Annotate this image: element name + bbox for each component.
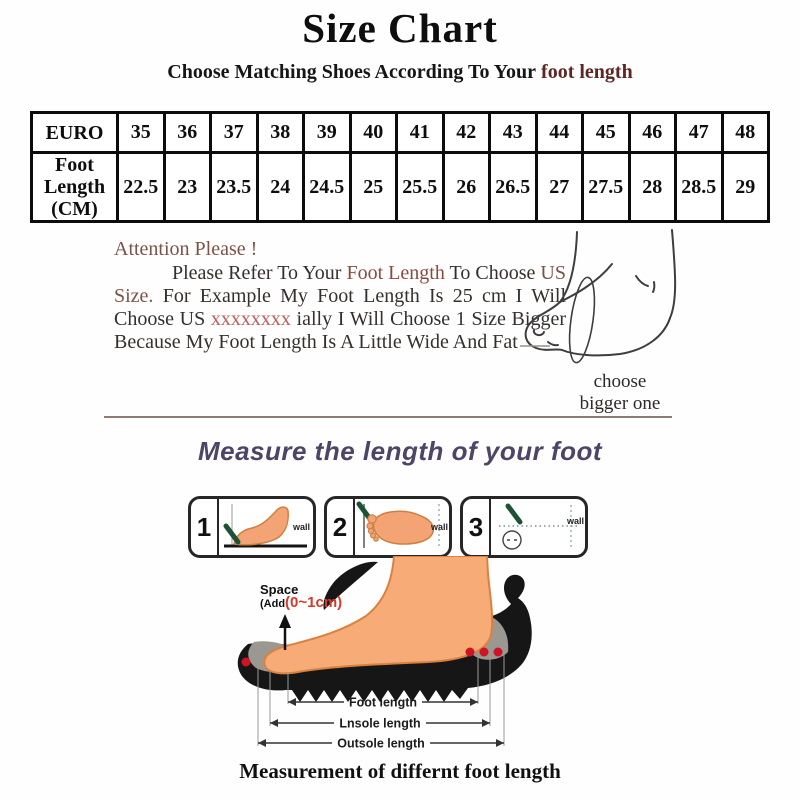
foot-length-cell: 26.5 (490, 153, 537, 222)
space-label (260, 583, 342, 611)
wall-label: wall (292, 522, 310, 532)
euro-size-cell: 45 (583, 113, 630, 153)
arrowhead (496, 739, 504, 747)
step-art-1 (219, 499, 313, 555)
outsole-length-label: Outsole length (337, 736, 425, 751)
step-panel-2 (324, 496, 452, 558)
arrowhead (270, 719, 278, 727)
attention-seg-a: Please Refer To Your (172, 262, 347, 284)
arrowhead (470, 698, 478, 706)
subtitle-text: Choose Matching Shoes According To Your (167, 61, 537, 83)
foot-outline (526, 230, 676, 355)
measurement-steps (188, 496, 588, 558)
foot-length-cell: 23 (164, 153, 211, 222)
euro-row-header: EURO (32, 113, 118, 153)
measure-heading: Measure the length of your foot (197, 436, 603, 466)
foot-length-cell: 27.5 (583, 153, 630, 222)
foot-length-cell: 29 (722, 153, 769, 222)
attention-seg-g: ially I Will Choose 1 Size Bigger Because My Foot Length Is A Little Wide And Fat (114, 308, 566, 353)
euro-size-cell: 39 (304, 113, 351, 153)
attention-seg-us-size: US Size. (114, 262, 566, 307)
euro-size-cell: 40 (350, 113, 397, 153)
step-number: 1 (191, 499, 219, 555)
foot-length-cell: 24.5 (304, 153, 351, 222)
attention-seg-c: To Choose (444, 262, 541, 284)
foot-length-cell: 24 (257, 153, 304, 222)
step1-drawing (219, 499, 313, 555)
euro-size-cell: 44 (536, 113, 583, 153)
foot-length-cell: 28 (629, 153, 676, 222)
euro-size-cell: 41 (397, 113, 444, 153)
euro-size-cell: 42 (443, 113, 490, 153)
euro-size-cell: 36 (164, 113, 211, 153)
space-add-text: (Add (260, 598, 286, 610)
subtitle-highlight: foot length (541, 61, 633, 83)
step-art-3 (491, 499, 585, 555)
foot-length-cell: 27 (536, 153, 583, 222)
size-table-length-row (32, 153, 769, 222)
space-word: Space (260, 582, 299, 597)
page-title: Size Chart (302, 5, 498, 51)
step-number: 2 (327, 499, 355, 555)
bottom-caption: Measurement of differnt foot length (239, 759, 561, 783)
step-panel-1 (188, 496, 316, 558)
size-table-euro-row (32, 113, 769, 153)
foot-length-cell: 25.5 (397, 153, 444, 222)
attention-block (114, 238, 566, 354)
euro-size-cell: 37 (211, 113, 258, 153)
step-panel-3 (460, 496, 588, 558)
length-row-header: Foot Length (CM) (32, 153, 118, 222)
step-number: 3 (463, 499, 491, 555)
foot-length-cell: 22.5 (118, 153, 165, 222)
insole-length-label: Lnsole length (339, 716, 421, 731)
subtitle (0, 61, 800, 84)
arrowhead (258, 739, 266, 747)
attention-heading: Attention Please ! (114, 238, 258, 260)
foot-length-cell: 23.5 (211, 153, 258, 222)
attention-seg-redacted: xxxxxxxx (210, 308, 291, 330)
choose-bigger-note (552, 371, 688, 415)
euro-size-cell: 43 (490, 113, 537, 153)
choose-bigger-line1: choose (593, 371, 647, 392)
size-circle (503, 531, 521, 549)
step2-drawing (355, 499, 449, 555)
foot-length-cell: 25 (350, 153, 397, 222)
choose-bigger-line2: bigger one (579, 393, 661, 414)
foot-length-label: Foot length (348, 695, 418, 710)
space-range (260, 596, 342, 611)
wall-label: wall (566, 516, 584, 526)
pen-icon (508, 506, 520, 522)
size-table (30, 111, 770, 223)
step-art-2 (355, 499, 449, 555)
attention-paragraph (114, 262, 566, 354)
arrowhead (482, 719, 490, 727)
step3-drawing (491, 499, 585, 555)
attention-seg-foot-length: Foot Length (346, 262, 445, 284)
foot-shape (264, 556, 492, 673)
section-divider (104, 416, 672, 418)
space-range-text: (0~1cm) (285, 594, 343, 611)
euro-size-cell: 46 (629, 113, 676, 153)
euro-size-cell: 47 (676, 113, 723, 153)
size-table-wrap (30, 111, 770, 223)
attention-seg-e: For Example My Foot Length Is 25 cm I Will Choose US (114, 285, 566, 330)
arrowhead (288, 698, 296, 706)
foot-length-cell: 26 (443, 153, 490, 222)
wall-label: wall (430, 522, 448, 532)
foot-side-icon (234, 507, 288, 545)
euro-size-cell: 48 (722, 113, 769, 153)
ankle-foot-sketch (520, 226, 765, 378)
euro-size-cell: 38 (257, 113, 304, 153)
euro-size-cell: 35 (118, 113, 165, 153)
foot-top-icon (374, 511, 434, 544)
foot-length-cell: 28.5 (676, 153, 723, 222)
